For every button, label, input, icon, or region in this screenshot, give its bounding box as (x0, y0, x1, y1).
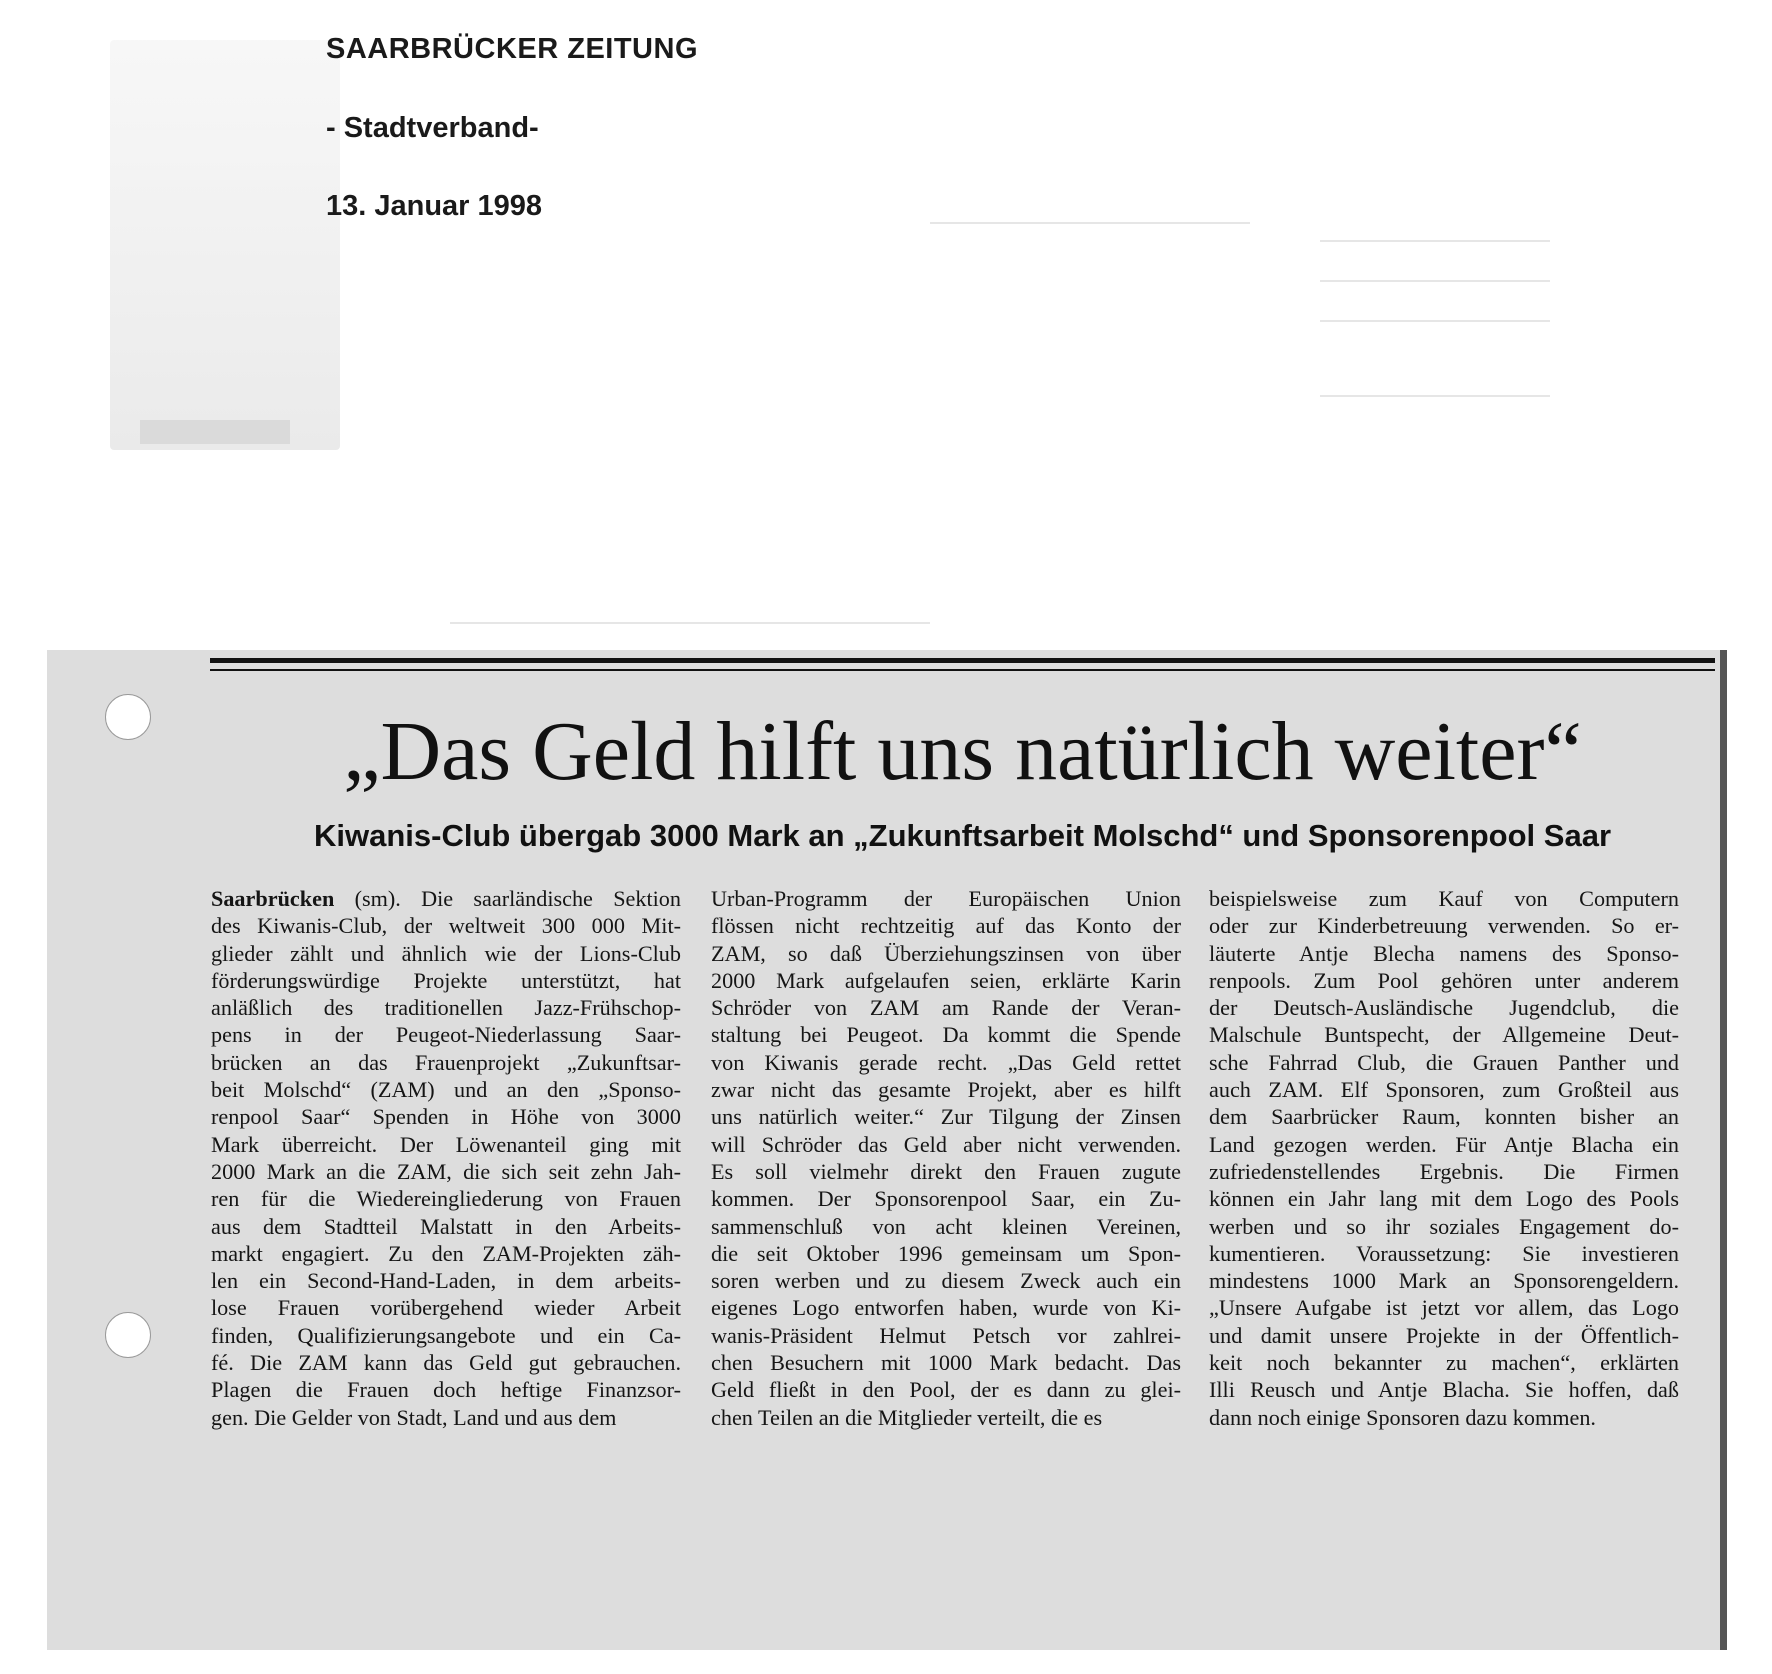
punch-hole (105, 1312, 151, 1358)
article-column-2 (711, 885, 1181, 1431)
column-line: des Kiwanis-Club, der weltweit 300 000 Mit- (211, 913, 681, 939)
scan-ghost-line (1320, 280, 1550, 282)
column-line: beispielsweise zum Kauf von Computern (1209, 886, 1679, 911)
column-line: Land gezogen werden. Für Antje Blacha ein (1209, 1131, 1679, 1157)
column-line: Mark überreicht. Der Löwenanteil ging mit (211, 1131, 681, 1157)
column-line: 2000 Mark an die ZAM, die sich seit zehn Jah- (211, 1158, 681, 1184)
article-headline: „Das Geld hilft uns natürlich weiter“ (343, 705, 1582, 798)
newspaper-clipping (47, 650, 1727, 1650)
column-line: fé. Die ZAM kann das Geld gut gebrauchen. (211, 1350, 681, 1376)
scan-ghost-image (110, 40, 340, 450)
column-line: renpool Saar“ Spenden in Höhe von 3000 (211, 1104, 681, 1130)
scan-ghost-line (1320, 320, 1550, 322)
column-line: „Unsere Aufgabe ist jetzt vor allem, das Logo (1209, 1295, 1679, 1321)
column-line: finden, Qualifizierungsangebote und ein Ca- (211, 1322, 681, 1348)
column-line: kommen. Der Sponsorenpool Saar, ein Zu- (711, 1186, 1181, 1212)
column-line: uns natürlich weiter.“ Zur Tilgung der Zinsen (711, 1104, 1181, 1130)
column-line: zwar nicht das gesamte Projekt, aber es hilft (711, 1077, 1181, 1103)
column-line: chen Besuchern mit 1000 Mark bedacht. Das (711, 1350, 1181, 1376)
section-name: - Stadtverband- (326, 112, 539, 144)
dateline: Saarbrücken (211, 886, 335, 911)
column-line: auch ZAM. Elf Sponsoren, zum Großteil aus (1209, 1077, 1679, 1103)
column-line: will Schröder das Geld aber nicht verwenden. (711, 1131, 1181, 1157)
column-line: anläßlich des traditionellen Jazz-Frühschop- (211, 995, 681, 1021)
column-line (211, 885, 681, 912)
column-line: staltung bei Peugeot. Da kommt die Spende (711, 1022, 1181, 1048)
column-line: dann noch einige Sponsoren dazu kommen. (1209, 1404, 1596, 1430)
column-line: 2000 Mark aufgelaufen seien, erklärte Karin (711, 967, 1181, 993)
column-line: Geld fließt in den Pool, der es dann zu glei- (711, 1377, 1181, 1403)
column-line: kumentieren. Voraussetzung: Sie investieren (1209, 1240, 1679, 1266)
column-line: läuterte Antje Blecha namens des Sponso- (1209, 940, 1679, 966)
column-line: markt engagiert. Zu den ZAM-Projekten zäh- (211, 1240, 681, 1266)
scan-ghost-strip (140, 420, 290, 444)
publication-date: 13. Januar 1998 (326, 190, 543, 222)
scan-ghost-line (450, 622, 930, 624)
column-line: und damit unsere Projekte in der Öffentlich- (1209, 1322, 1679, 1348)
column-line: wanis-Präsident Helmut Petsch vor zahlrei- (711, 1322, 1181, 1348)
punch-hole (105, 694, 151, 740)
column-line: die seit Oktober 1996 gemeinsam um Spon- (711, 1240, 1181, 1266)
column-line: flössen nicht rechtzeitig auf das Konto der (711, 913, 1181, 939)
article-column-3 (1209, 885, 1679, 1431)
column-line: zufriedenstellendes Ergebnis. Die Firmen (1209, 1158, 1679, 1184)
column-line: Es soll vielmehr direkt den Frauen zugute (711, 1158, 1181, 1184)
column-line: ren für die Wiedereingliederung von Frauen (211, 1186, 681, 1212)
article-subheadline: Kiwanis-Club übergab 3000 Mark an „Zukunftsarbeit Molschd“ und Sponsorenpool Saar (313, 818, 1612, 853)
column-line: lose Frauen vorübergehend wieder Arbeit (211, 1295, 681, 1321)
scan-ghost-line (930, 222, 1250, 224)
column-line: keit noch bekannter zu machen“, erklärten (1209, 1350, 1679, 1376)
column-line: Malschule Buntspecht, der Allgemeine Deut- (1209, 1022, 1679, 1048)
top-rule-thick (210, 658, 1715, 663)
column-line: förderungswürdige Projekte unterstützt, hat (211, 967, 681, 993)
article-column-1 (211, 885, 681, 1431)
column-line: chen Teilen an die Mitglieder verteilt, die es (711, 1404, 1103, 1430)
column-line: eigenes Logo entworfen haben, wurde von Ki- (711, 1295, 1181, 1321)
top-rule-thin (210, 669, 1715, 671)
scan-ghost-line (1320, 395, 1550, 397)
column-line: sche Fahrrad Club, die Grauen Panther und (1209, 1049, 1679, 1075)
column-line: len ein Second-Hand-Laden, in dem arbeits- (211, 1268, 681, 1294)
column-line: der Deutsch-Ausländische Jugendclub, die (1209, 995, 1679, 1021)
column-line: mindestens 1000 Mark an Sponsorengeldern. (1209, 1268, 1679, 1294)
column-line: Illi Reusch und Antje Blacha. Sie hoffen, daß (1209, 1377, 1679, 1403)
newspaper-name: SAARBRÜCKER ZEITUNG (326, 33, 698, 65)
column-line: dem Saarbrücker Raum, konnten bisher an (1209, 1104, 1679, 1130)
column-line: beit Molschd“ (ZAM) und an den „Sponso- (211, 1077, 681, 1103)
scan-ghost-line (1320, 240, 1550, 242)
column-line-text: (sm). Die saarländische Sektion (334, 886, 681, 911)
column-line: renpools. Zum Pool gehören unter anderem (1209, 967, 1679, 993)
column-line: sammenschluß von acht kleinen Vereinen, (711, 1213, 1181, 1239)
clipping-edge (1720, 650, 1727, 1650)
column-line: soren werben und zu diesem Zweck auch ein (711, 1268, 1181, 1294)
column-line: gen. Die Gelder von Stadt, Land und aus dem (211, 1404, 617, 1430)
column-line: brücken an das Frauenprojekt „Zukunftsar- (211, 1049, 681, 1075)
column-line: Urban-Programm der Europäischen Union (711, 886, 1181, 911)
column-line: von Kiwanis gerade recht. „Das Geld rettet (711, 1049, 1181, 1075)
column-line: werben und so ihr soziales Engagement do- (1209, 1213, 1679, 1239)
column-line: oder zur Kinderbetreuung verwenden. So er- (1209, 913, 1679, 939)
column-line: Plagen die Frauen doch heftige Finanzsor- (211, 1377, 681, 1403)
column-line: Schröder von ZAM am Rande der Veran- (711, 995, 1181, 1021)
column-line: glieder zählt und ähnlich wie der Lions-Club (211, 940, 681, 966)
column-line: können ein Jahr lang mit dem Logo des Pools (1209, 1186, 1679, 1212)
column-line: aus dem Stadtteil Malstatt in den Arbeits- (211, 1213, 681, 1239)
column-line: pens in der Peugeot-Niederlassung Saar- (211, 1022, 681, 1048)
column-line: ZAM, so daß Überziehungszinsen von über (711, 940, 1181, 966)
